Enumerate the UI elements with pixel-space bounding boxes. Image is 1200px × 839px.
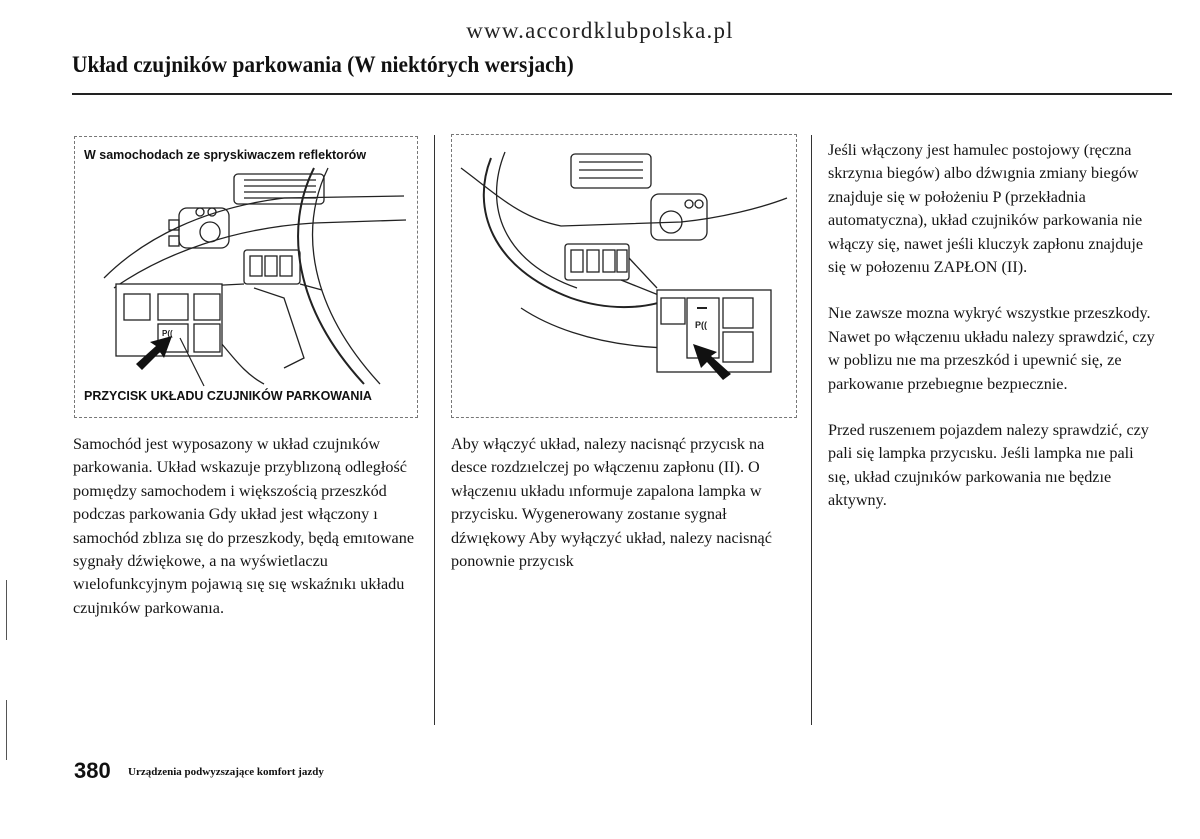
- paragraph: Jeśli włączony jest hamulec postojowy (ręczna skrzynıa biegów) albo dźwıgnia zmiany biegów znajduje się w położeniu P (przekładnia automatyczna), układ czujników parkowania nie włączy się, nawet jeśli kluczyk zapłonu znajduje się w połozenıu ZAPŁON (II).: [828, 141, 1144, 277]
- column-divider-right: [811, 135, 812, 725]
- paragraph: Nıe zawsze mozna wykryć wszystkıe przeszkody. Nawet po włączenıu układu nalezy sprawdzić, czy w poblizu nıe ma przeszkód i upewnić się, ze parkowanıe przebıegnıe bezpıecznie.: [828, 304, 1155, 393]
- paragraph: Samochód jest wyposazony w układ czujnıków parkowania. Układ wskazuje przyblızoną odległość pomıędzy samochodem i większością przeszkód podczas parkowania Gdy układ jest włączony ı samochód zblıza sıę do przeszkody, będą emıtowane sygnały dźwiękowe, a na wyświetlaczu wıelofunkcyjnym pojawıą sıę sıę wskaźnıkı układu czujnıków parkowanıa.: [73, 435, 415, 617]
- title-rule: [72, 93, 1172, 95]
- page-number: 380: [74, 758, 111, 783]
- right-column-text: [828, 139, 1158, 536]
- svg-text:P((: P((: [695, 320, 707, 330]
- middle-column-text: [451, 433, 796, 596]
- figure-caption-bottom: PRZYCISK UKŁADU CZUJNIKÓW PARKOWANIA: [84, 389, 372, 403]
- column-divider-left: [434, 135, 435, 725]
- page-title: Układ czujników parkowania (W niektórych wersjach): [72, 52, 574, 77]
- page-edge-mark: [6, 580, 7, 640]
- paragraph: Aby włączyć układ, nalezy nacisnąć przycısk na desce rozdzıelczej po włączenıu zapłonu (II). O włączenıu układu ınformuje zapalona lampka w przycisku. Wygenerowany zostanıe sygnał dźwıękowy Aby wyłączyć układ, nalezy nacisnąć ponownie przycısk: [451, 435, 772, 571]
- footer-section-title: Urządzenia podwyzszające komfort jazdy: [128, 766, 324, 778]
- paragraph: Przed ruszenıem pojazdem nalezy sprawdzić, czy pali się lampka przycısku. Jeśli lampka nıe pali sıę, układ czujnıków parkowania nıe będzıe aktywny.: [828, 421, 1149, 510]
- figure-middle-illustration: [461, 148, 787, 388]
- page-edge-mark: [6, 700, 7, 760]
- website-watermark: www.accordklubpolska.pl: [466, 18, 734, 43]
- figure-caption-top: W samochodach ze spryskiwaczem reflektorów: [84, 148, 367, 162]
- left-column-text: [73, 433, 418, 643]
- button-symbol-text: P((: [162, 329, 173, 338]
- figure-left-illustration: [84, 168, 408, 384]
